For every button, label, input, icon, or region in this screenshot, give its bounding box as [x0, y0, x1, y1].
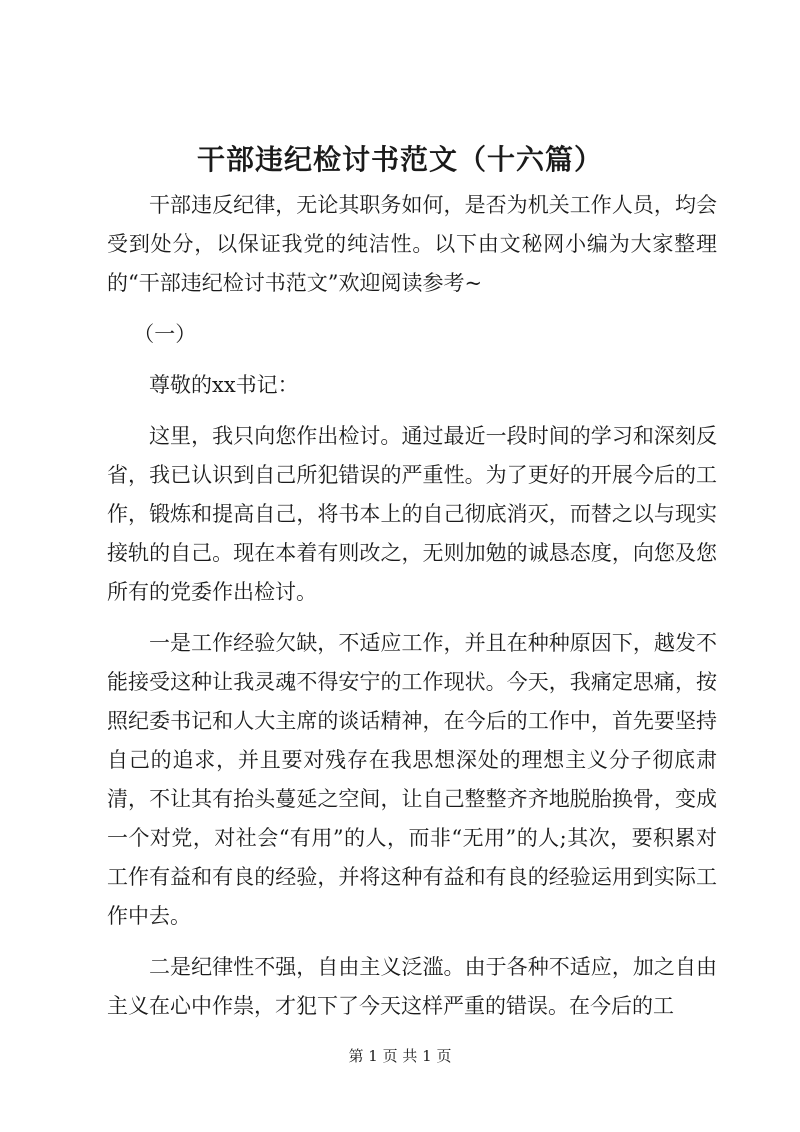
body-paragraph: 这里，我只向您作出检讨。通过最近一段时间的学习和深刻反省，我已认识到自己所犯错误的严重性。为了更好的开展今后的工作，锻炼和提高自己，将书本上的自己彻底消灭，而替之以与现实接轨的自己。现在本着有则改之，无则加勉的诚恳态度，向您及您所有的党委作出检讨。 — [107, 424, 717, 604]
body-paragraph: 二是纪律性不强，自由主义泛滥。由于各种不适应，加之自由主义在心中作祟，才犯下了今天这样严重的错误。在今后的工 — [107, 955, 717, 1018]
document-body — [107, 186, 717, 1038]
page-footer: 第 1 页 共 1 页 — [348, 1047, 452, 1065]
body-paragraph: 一是工作经验欠缺，不适应工作，并且在种种原因下，越发不能接受这种让我灵魂不得安宁的工作现状。今天，我痛定思痛，按照纪委书记和人大主席的谈话精神，在今后的工作中，首先要坚持自己的追求，并且要对残存在我思想深处的理想主义分子彻底肃清，不让其有抬头蔓延之空间，让自己整整齐齐地脱胎换骨，变成一个对党，对社会“有用”的人，而非“无用”的人;其次，要积累对工作有益和有良的经验，并将这种有益和有良的经验运用到实际工作中去。 — [107, 631, 717, 928]
section-number: （一） — [133, 322, 197, 346]
intro-paragraph: 干部违反纪律，无论其职务如何，是否为机关工作人员，均会受到处分，以保证我党的纯洁性。以下由文秘网小编为大家整理的“干部违纪检讨书范文”欢迎阅读参考~ — [107, 193, 717, 295]
document-title: 干部违纪检讨书范文（十六篇） — [196, 143, 603, 176]
salutation: 尊敬的xx书记： — [149, 373, 299, 397]
